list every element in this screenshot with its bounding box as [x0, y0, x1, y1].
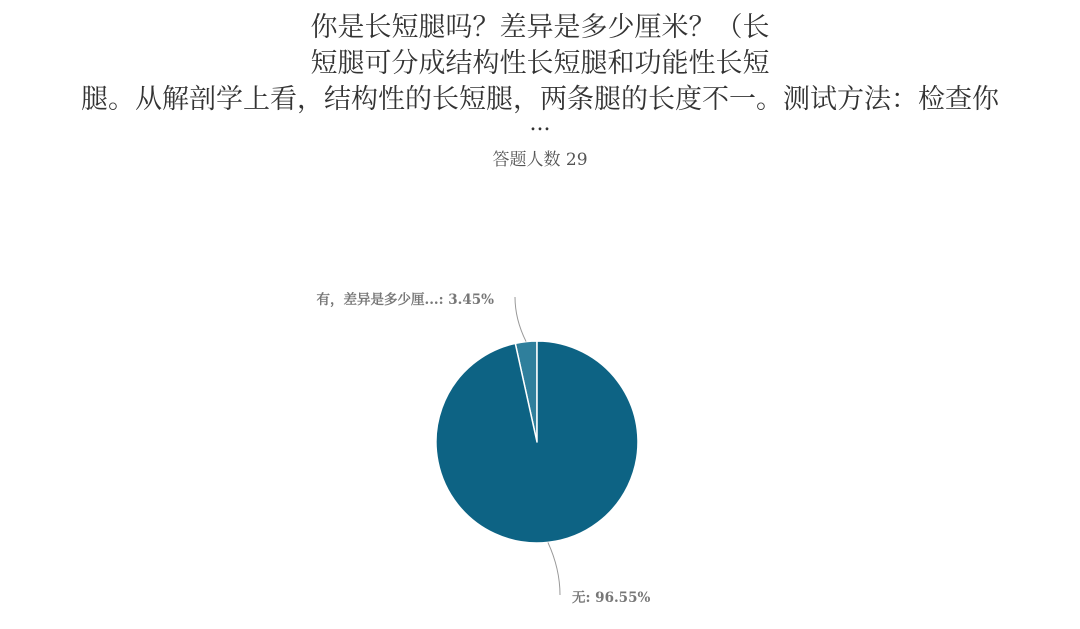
pie-label-1: 无: 96.55%	[572, 590, 651, 606]
respondent-count: 答题人数 29	[492, 150, 588, 170]
pie-leader-line-0	[515, 297, 526, 342]
chart-title-ellipsis: ...	[529, 111, 551, 136]
pie-leader-line-1	[548, 542, 560, 595]
chart-title-line-2: 短腿可分成结构性长短腿和功能性长短	[310, 48, 770, 79]
chart-title-line-1: 你是长短腿吗？差异是多少厘米？（长	[310, 12, 770, 43]
pie-label-0: 有，差异是多少厘...: 3.45%	[316, 292, 494, 308]
pie-slice-1[interactable]	[436, 341, 638, 543]
chart-title-line-3: 腿。从解剖学上看，结构性的长短腿，两条腿的长度不一。测试方法：检查你	[81, 84, 999, 115]
pie-slices	[436, 341, 638, 543]
